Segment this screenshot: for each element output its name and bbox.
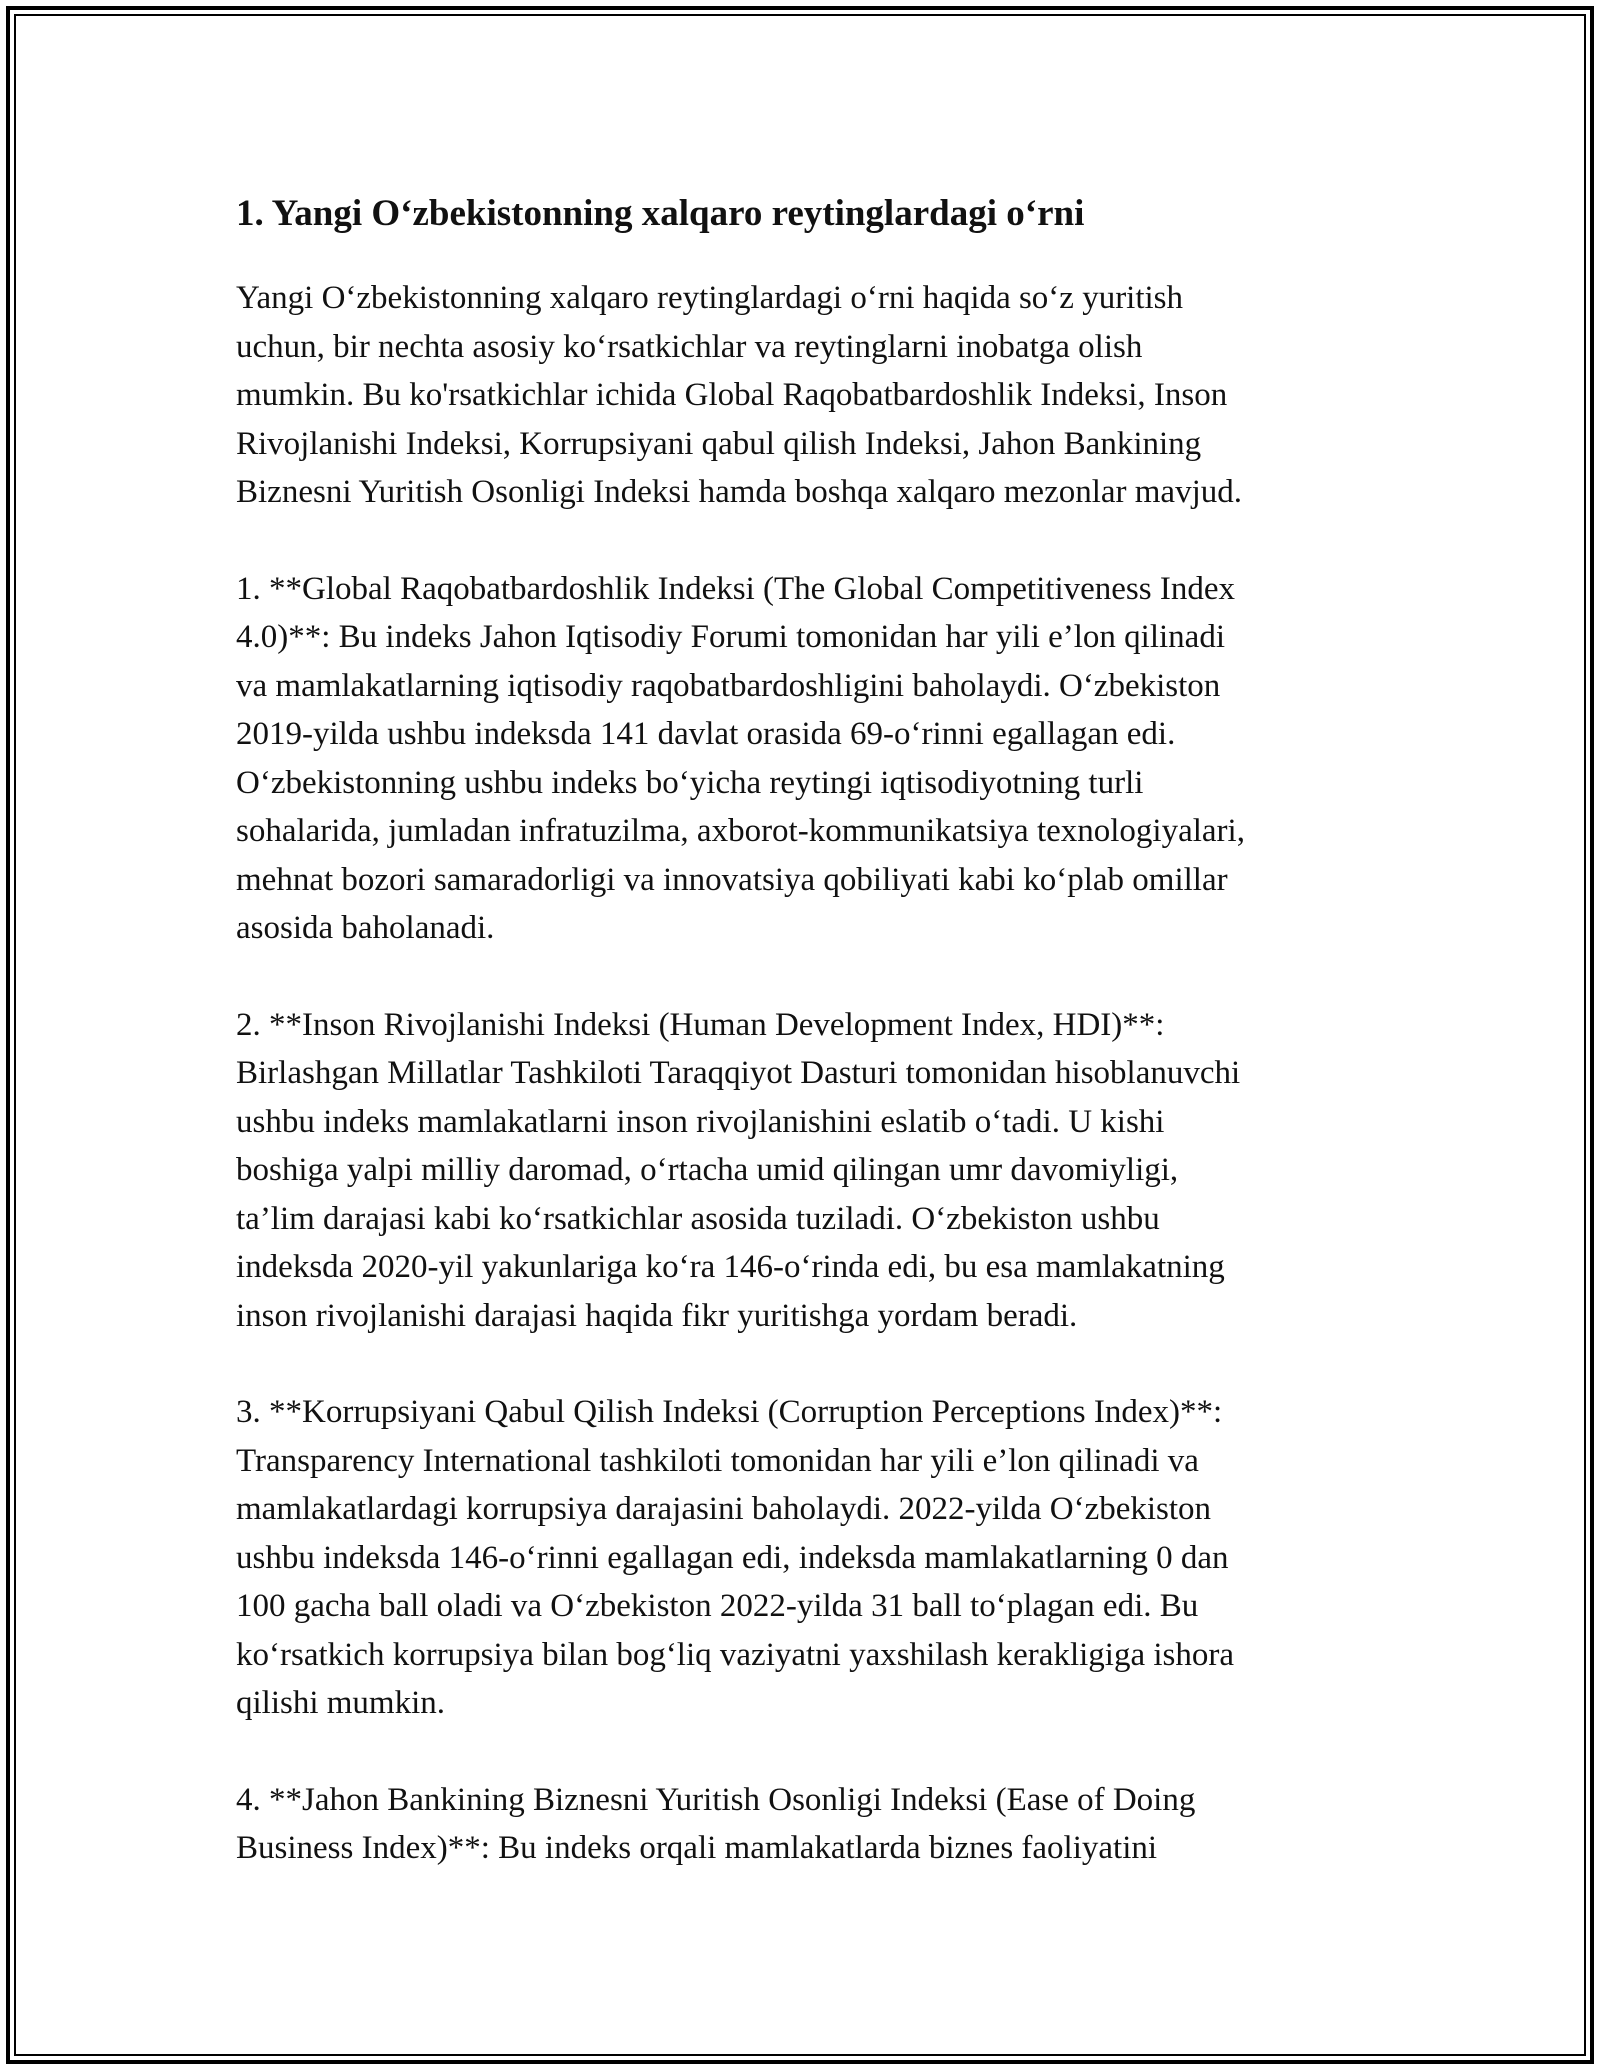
paragraph-global-competitiveness: 1. **Global Raqobatbardoshlik Indeksi (The Global Competitiveness Index 4.0)**: Bu indeks Jahon Iqtisodiy Forumi tomonidan har yili e’lon qilinadi va mamlakatlarning iqtisodiy raqobatbardoshligini baholaydi. O‘zbekiston 2019-yilda ushbu indeksda 141 davlat orasida 69-o‘rinni egallagan edi. O‘zbekistonning ushbu indeks bo‘yicha reytingi iqtisodiyotning turli sohalarida, jumladan infratuzilma, axborot-kommunikatsiya texnologiyalari, mehnat bozori samaradorligi va innovatsiya qobiliyati kabi ko‘plab omillar asosida baholanadi. (236, 570, 1245, 946)
paragraph-ease-of-doing-business: 4. **Jahon Bankining Biznesni Yuritish Osonligi Indeksi (Ease of Doing Business Index)**: Bu indeks orqali mamlakatlarda biznes faoliyatini (236, 1781, 1196, 1866)
paragraph-intro: Yangi O‘zbekistonning xalqaro reytinglardagi o‘rni haqida so‘z yuritish uchun, bir nechta asosiy ko‘rsatkichlar va reytinglarni inobatga olish mumkin. Bu ko'rsatkichlar ichida Global Raqobatbardoshlik Indeksi, Inson Rivojlanishi Indeksi, Korrupsiyani qabul qilish Indeksi, Jahon Bankining Biznesni Yuritish Osonligi Indeksi hamda boshqa xalqaro mezonlar mavjud. (236, 280, 1243, 510)
paragraph-corruption-perceptions: 3. **Korrupsiyani Qabul Qilish Indeksi (Corruption Perceptions Index)**: Transparency International tashkiloti tomonidan har yili e’lon qilinadi va mamlakatlardagi korrupsiya darajasini baholaydi. 2022-yilda O‘zbekiston ushbu indeksda 146-o‘rinni egallagan edi, indeksda mamlakatlarning 0 dan 100 gacha ball oladi va O‘zbekiston 2022-yilda 31 ball to‘plagan edi. Bu ko‘rsatkich korrupsiya bilan bog‘liq vaziyatni yaxshilash kerakligiga ishora qilishi mumkin. (236, 1394, 1234, 1721)
document-title: 1. Yangi O‘zbekistonning xalqaro reytinglardagi o‘rni (236, 193, 1085, 234)
document-page (236, 184, 1366, 1873)
paragraph-human-development: 2. **Inson Rivojlanishi Indeksi (Human Development Index, HDI)**: Birlashgan Millatlar Tashkiloti Taraqqiyot Dasturi tomonidan hisoblanuvchi ushbu indeks mamlakatlarni inson rivojlanishini eslatib o‘tadi. U kishi boshiga yalpi milliy daromad, o‘rtacha umid qilingan umr davomiyligi, ta’lim darajasi kabi ko‘rsatkichlar asosida tuziladi. O‘zbekiston ushbu indeksda 2020-yil yakunlariga ko‘ra 146-o‘rinda edi, bu esa mamlakatning inson rivojlanishi darajasi haqida fikr yuritishga yordam beradi. (236, 1006, 1241, 1334)
